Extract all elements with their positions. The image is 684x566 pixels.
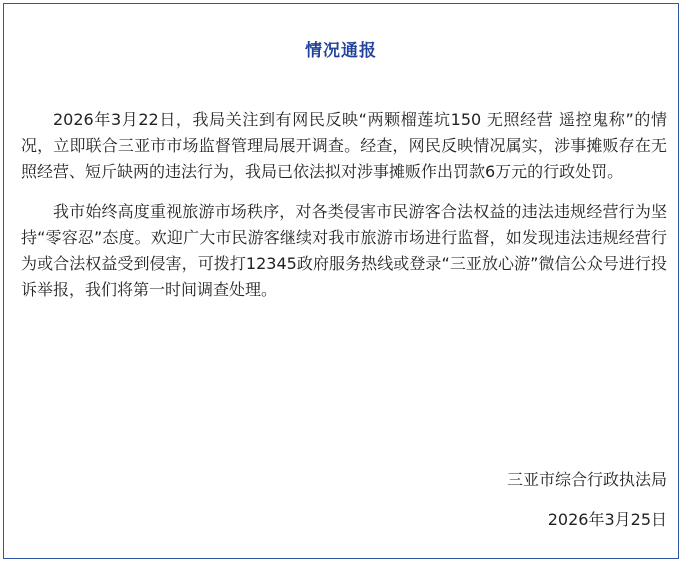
notice-date: 2026年3月25日: [547, 510, 667, 529]
notice-frame: [3, 3, 679, 559]
notice-title: 情况通报: [305, 41, 377, 61]
notice-paragraph-incident: 2026年3月22日，我局关注到有网民反映“两颗榴莲坑150 无照经营 遥控鬼称”的情况，立即联合三亚市市场监督管理局展开调查。经查，网民反映情况属实，涉事摊贩存在无照经营、短斤缺两的违法行为，我局已依法拟对涉事摊贩作出罚款6万元的行政处罚。: [21, 110, 667, 181]
notice-paragraph-policy: 我市始终高度重视旅游市场秩序，对各类侵害市民游客合法权益的违法违规经营行为坚持“零容忍”态度。欢迎广大市民游客继续对我市旅游市场进行监督，如发现违法违规经营行为或合法权益受到侵害，可拨打12345政府服务热线或登录“三亚放心游”微信公众号进行投诉举报，我们将第一时间调查处理。: [21, 202, 667, 299]
issuing-authority: 三亚市综合行政执法局: [506, 470, 667, 489]
notice-body: [21, 107, 667, 303]
